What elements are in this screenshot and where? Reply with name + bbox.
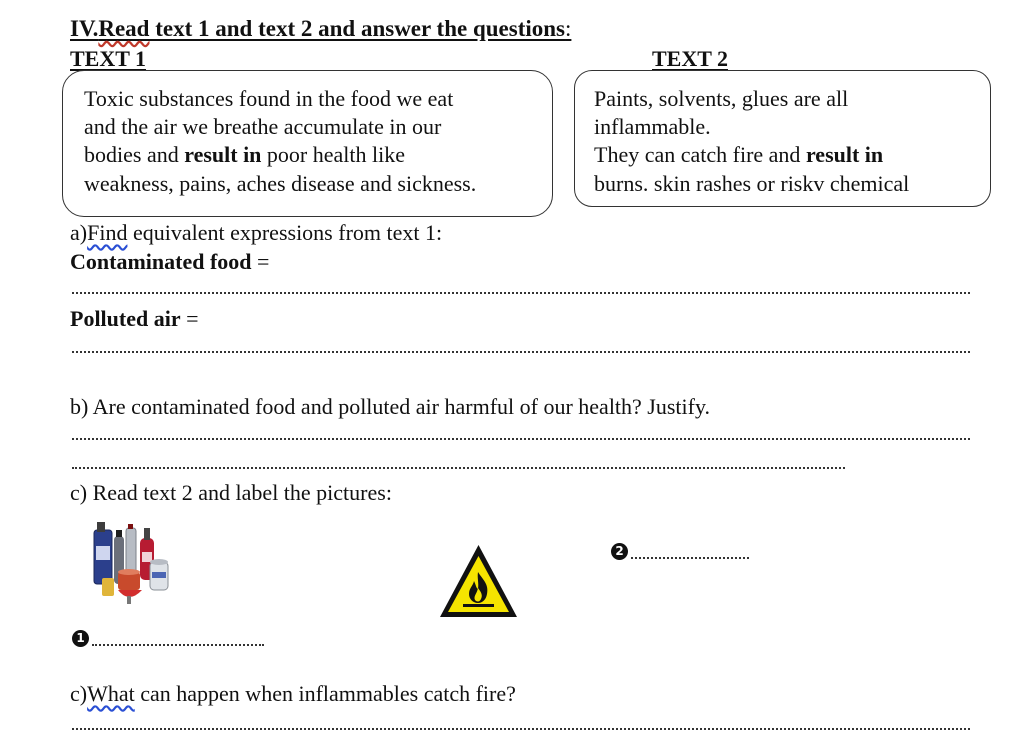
answer-line-label-1[interactable] bbox=[92, 632, 264, 646]
question-a-grammar-word: Find bbox=[87, 220, 128, 245]
text2-line: inflammable. bbox=[594, 114, 711, 139]
text1-line: bodies and result in poor health like bbox=[84, 142, 405, 167]
flammable-warning-icon bbox=[437, 542, 520, 620]
answer-line-c2[interactable] bbox=[72, 728, 970, 730]
number-2-badge: 2 bbox=[611, 543, 628, 560]
text2-line: They can catch fire and result in bbox=[594, 142, 884, 167]
number-1-badge: 1 bbox=[72, 630, 89, 647]
text1-label: TEXT 1 bbox=[70, 46, 147, 71]
answer-line-contaminated-food[interactable] bbox=[72, 292, 970, 294]
text2-label: TEXT 2 bbox=[652, 46, 729, 71]
picture-label-2 bbox=[611, 537, 749, 563]
exercise-title: IV.Read text 1 and text 2 and answer the questions: bbox=[70, 16, 572, 41]
question-b: b) Are contaminated food and polluted air harmful of our health? Justify. bbox=[70, 394, 711, 419]
question-a: a)Find equivalent expressions from text 1: bbox=[70, 220, 443, 245]
answer-line-polluted-air[interactable] bbox=[72, 351, 970, 353]
text1-line: Toxic substances found in the food we eat bbox=[84, 86, 454, 111]
answer-line-b-2[interactable] bbox=[72, 467, 845, 469]
text2-line: burns. skin rashes or riskv chemical bbox=[594, 171, 910, 196]
question-c-label-pictures: c) Read text 2 and label the pictures: bbox=[70, 480, 392, 505]
contaminated-food-prompt: Contaminated food = bbox=[70, 249, 270, 274]
answer-line-b-1[interactable] bbox=[72, 438, 970, 440]
polluted-air-prompt: Polluted air = bbox=[70, 306, 199, 331]
question-c-inflammables: c)What can happen when inflammables catch fire? bbox=[70, 681, 516, 706]
picture-label-1 bbox=[72, 624, 264, 650]
text1-line: and the air we breathe accumulate in our bbox=[84, 114, 442, 139]
title-spellcheck-word: Read bbox=[98, 16, 150, 41]
answer-line-label-2[interactable] bbox=[631, 545, 749, 559]
question-c-grammar-word: What bbox=[87, 681, 135, 706]
paint-cans-picture bbox=[88, 520, 180, 608]
text1-line: weakness, pains, aches disease and sickness. bbox=[84, 171, 477, 196]
text2-line: Paints, solvents, glues are all bbox=[594, 86, 849, 111]
